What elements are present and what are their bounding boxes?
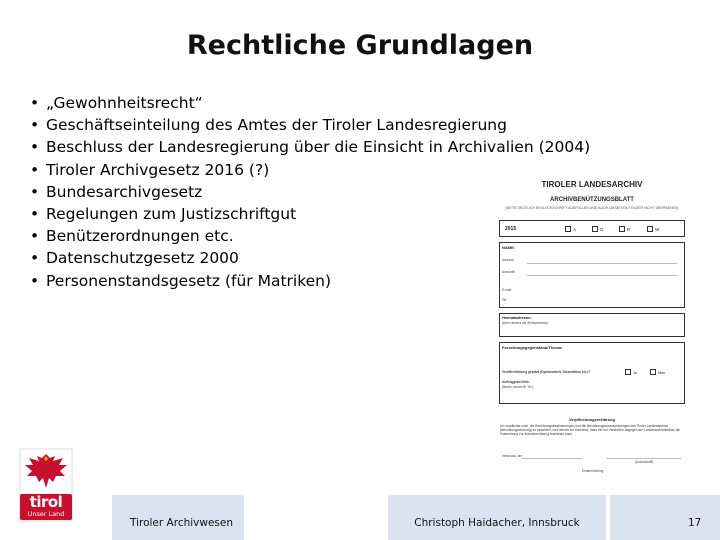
form-option: R bbox=[619, 226, 630, 232]
list-item: • Beschluss der Landesregierung über die Einsicht in Archivalien (2004) bbox=[30, 136, 590, 158]
form-anschrift-label: Anschrift: bbox=[502, 270, 516, 274]
form-heimat-sub: (wenn anders als Wohnadresse) bbox=[502, 321, 548, 325]
form-line bbox=[527, 275, 677, 276]
list-item: • „Gewohnheitsrecht“ bbox=[30, 92, 590, 114]
form-nein: Nein bbox=[650, 369, 665, 375]
form-auftrag-label: Auftraggeber/Info: bbox=[502, 380, 530, 384]
list-item: • Datenschutzgesetz 2000 bbox=[30, 247, 590, 269]
form-subheader: ARCHIVBENÜTZUNGSBLATT bbox=[550, 197, 634, 203]
form-email-label: E-mail: bbox=[502, 288, 512, 292]
form-option: G bbox=[592, 226, 604, 232]
footer-center-text: Christoph Haidacher, Innsbruck bbox=[414, 517, 580, 529]
list-item: • Geschäftseinteilung des Amtes der Tiroler Landesregierung bbox=[30, 114, 590, 136]
form-tel-label: Tel.: bbox=[502, 298, 508, 302]
list-item: • Benützerordnungen etc. bbox=[30, 225, 590, 247]
footer-right-panel bbox=[610, 495, 720, 540]
form-adresse-label: Adresse: bbox=[502, 258, 515, 262]
list-item: • Regelungen zum Justizschriftgut bbox=[30, 203, 590, 225]
form-ja: Ja bbox=[625, 369, 637, 375]
form-line bbox=[527, 263, 677, 264]
form-header: TIROLER LANDESARCHIV bbox=[541, 180, 643, 189]
form-auftrag-sub: (Name, Anschrift, Tel.) bbox=[502, 385, 534, 389]
form-paragraph: Ich verpflichte mich, die Benützungsbestimmungen und die Benützungsvoraussetzungen des Tiroler Landesarchivs (Benützungsordnung) zu beachten, und nehme zur Kenntnis, dass mir bei Verstößen dagegen der Landesarchivdirektor die Zustimmung zur Archivbenützung entziehen kann. bbox=[500, 424, 680, 437]
list-item: • Personenstandsgesetz (für Matriken) bbox=[30, 270, 590, 292]
list-item: • Tiroler Archivgesetz 2016 (?) bbox=[30, 159, 590, 181]
form-note: (BITTE DEUTLICH IN BLOCKSCHRIFT AUSFÜLLEN UND AUCH UMSEITIGE FELDER NICHT ÜBERSEHEN) bbox=[505, 206, 679, 210]
form-date-label: Innsbruck, am bbox=[502, 454, 523, 458]
list-item: • Bundesarchivgesetz bbox=[30, 181, 590, 203]
footer-left-text: Tiroler Archivwesen bbox=[130, 517, 234, 529]
form-option: W bbox=[647, 226, 659, 232]
form-verpflichtung: Verpflichtungserklärung bbox=[568, 417, 615, 422]
form-heimat-label: Heimatadresse: bbox=[502, 315, 532, 320]
form-name-label: NAME: bbox=[502, 245, 516, 250]
form-erstanmeldung: Erstanmeldung bbox=[582, 469, 604, 473]
form-line bbox=[607, 458, 682, 459]
page-number: 17 bbox=[688, 517, 702, 529]
form-veroeff-label: Veröffentlichung geplant (Diplomarbeit, Dissertation etc.)? bbox=[502, 370, 591, 374]
form-year: 2015 bbox=[505, 226, 517, 232]
form-image bbox=[497, 180, 687, 480]
logo-subtitle: Unser Land bbox=[27, 510, 65, 518]
form-option: A bbox=[565, 226, 576, 232]
form-unterschrift: (Unterschrift) bbox=[635, 460, 654, 464]
form-line bbox=[522, 458, 582, 459]
page-title: Rechtliche Grundlagen bbox=[186, 30, 534, 61]
logo-word: tirol bbox=[29, 493, 63, 511]
form-forschung-label: Forschungsgegenstand/Thema: bbox=[502, 345, 563, 350]
